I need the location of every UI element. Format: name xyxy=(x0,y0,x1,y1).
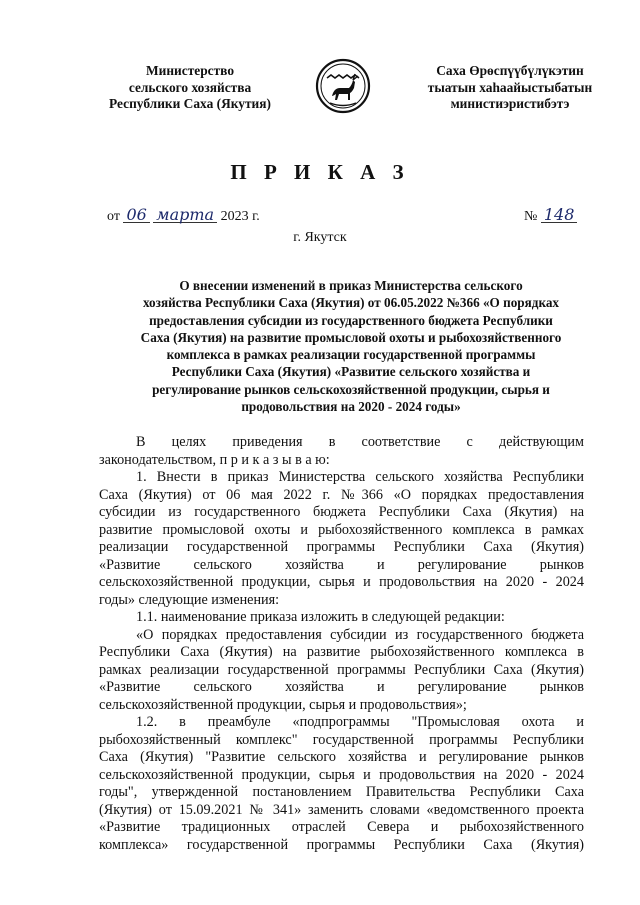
header-right-line: Саха Өрөспүүбүлүкэтин xyxy=(436,63,584,78)
subject-line: комплекса в рамках реализации государственной программы xyxy=(166,347,536,363)
document-title: П Р И К А З xyxy=(230,160,410,184)
date-prefix: от xyxy=(107,209,120,224)
order-city: г. Якутск xyxy=(293,230,347,245)
body-line: 1.2. в преамбуле «подпрограммы "Промысловая охота и xyxy=(136,714,584,730)
order-subject xyxy=(100,277,602,415)
subject-line: хозяйства Республики Саха (Якутия) от 06.05.2022 №366 «О порядках xyxy=(142,295,560,311)
ministry-name-yakut xyxy=(404,63,616,113)
body-line: законодательством, п р и к а з ы в а ю: xyxy=(99,451,330,468)
body-line: реализации государственной программы Республики Саха (Якутия) xyxy=(99,539,584,555)
order-body xyxy=(99,434,584,854)
body-line: годы» следующие изменения: xyxy=(99,591,280,608)
body-line: рыбохозяйственный комплекс" государственной программы Республики xyxy=(99,731,584,748)
subject-line: Республики Саха (Якутия) «Развитие сельского хозяйства и xyxy=(171,364,531,380)
body-line: рамках реализации государственной программы Республики Саха (Якутия) xyxy=(99,661,584,678)
body-line: 1.1. наименование приказа изложить в следующей редакции: xyxy=(136,609,505,625)
subject-line: Саха (Якутия) на развитие промысловой охоты и рыбохозяйственного xyxy=(140,329,562,345)
subject-line: О внесении изменений в приказ Министерства сельского xyxy=(179,278,523,293)
subject-line: предоставления субсидии из государственного бюджета Республики xyxy=(149,312,553,328)
number-prefix: № xyxy=(524,209,538,224)
body-line: развитие промысловой охоты и рыбохозяйственного комплекса в рамках xyxy=(99,521,584,538)
body-line: Саха (Якутия) от 06 мая 2022 г. №366 «О порядках предоставления xyxy=(99,486,584,503)
sakha-coat-of-arms-icon xyxy=(315,58,371,114)
header-left-line: Министерство xyxy=(145,63,235,78)
order-date xyxy=(107,205,260,225)
header-right-line: министиэристибэтэ xyxy=(450,96,570,111)
ministry-name-russian xyxy=(90,63,290,113)
header-left-line: сельского хозяйства xyxy=(128,79,252,95)
subject-line: регулирование рынков сельскохозяйственной продукции, сырья и xyxy=(152,381,550,397)
body-line: «Развитие традиционных отраслей Севера и рыбохозяйственного xyxy=(99,819,584,835)
body-line: годы", утвержденной постановлением Правительства Республики Саха xyxy=(99,784,584,800)
body-line: «О порядках предоставления субсидии из государственного бюджета xyxy=(136,626,584,643)
date-month: марта xyxy=(153,208,217,223)
body-line: сельскохозяйственной продукции, сырья и продовольствия»; xyxy=(99,696,467,713)
body-line: (Якутия) от 15.09.2021 № 341» заменить словами «ведомственного проекта xyxy=(99,801,584,818)
body-line: Саха (Якутия) "Развитие сельского хозяйства и регулирование рынков xyxy=(99,749,584,765)
body-line: сельскохозяйственной продукции, сырья и продовольствия на 2020 - 2024 xyxy=(99,766,584,783)
body-line: комплекса» государственной программы Республики Саха (Якутия) xyxy=(99,836,584,853)
header-left-line: Республики Саха (Якутия) xyxy=(109,96,271,111)
date-year: 2023 г. xyxy=(220,209,260,224)
body-line: 1. Внести в приказ Министерства сельского хозяйства Республики xyxy=(136,469,584,485)
date-day: 06 xyxy=(123,208,149,223)
body-line: сельскохозяйственной продукции, сырья и продовольствия на 2020 - 2024 xyxy=(99,574,584,590)
number-value: 148 xyxy=(541,208,578,223)
body-line: Республики Саха (Якутия) на развитие рыбохозяйственного комплекса в xyxy=(99,644,584,660)
body-line: «Развитие сельского хозяйства и регулирование рынков xyxy=(99,556,584,573)
body-line: «Развитие сельского хозяйства и регулирование рынков xyxy=(99,679,584,695)
subject-line: продовольствия на 2020 - 2024 годы» xyxy=(241,399,461,415)
body-line: В целях приведения в соответствие с действующим xyxy=(136,434,584,450)
body-line: субсидии из государственного бюджета Республики Саха (Якутия) на xyxy=(99,504,584,520)
order-number xyxy=(524,205,577,225)
header-right-line: тыатын хаhаайыстыбатын xyxy=(427,79,593,95)
